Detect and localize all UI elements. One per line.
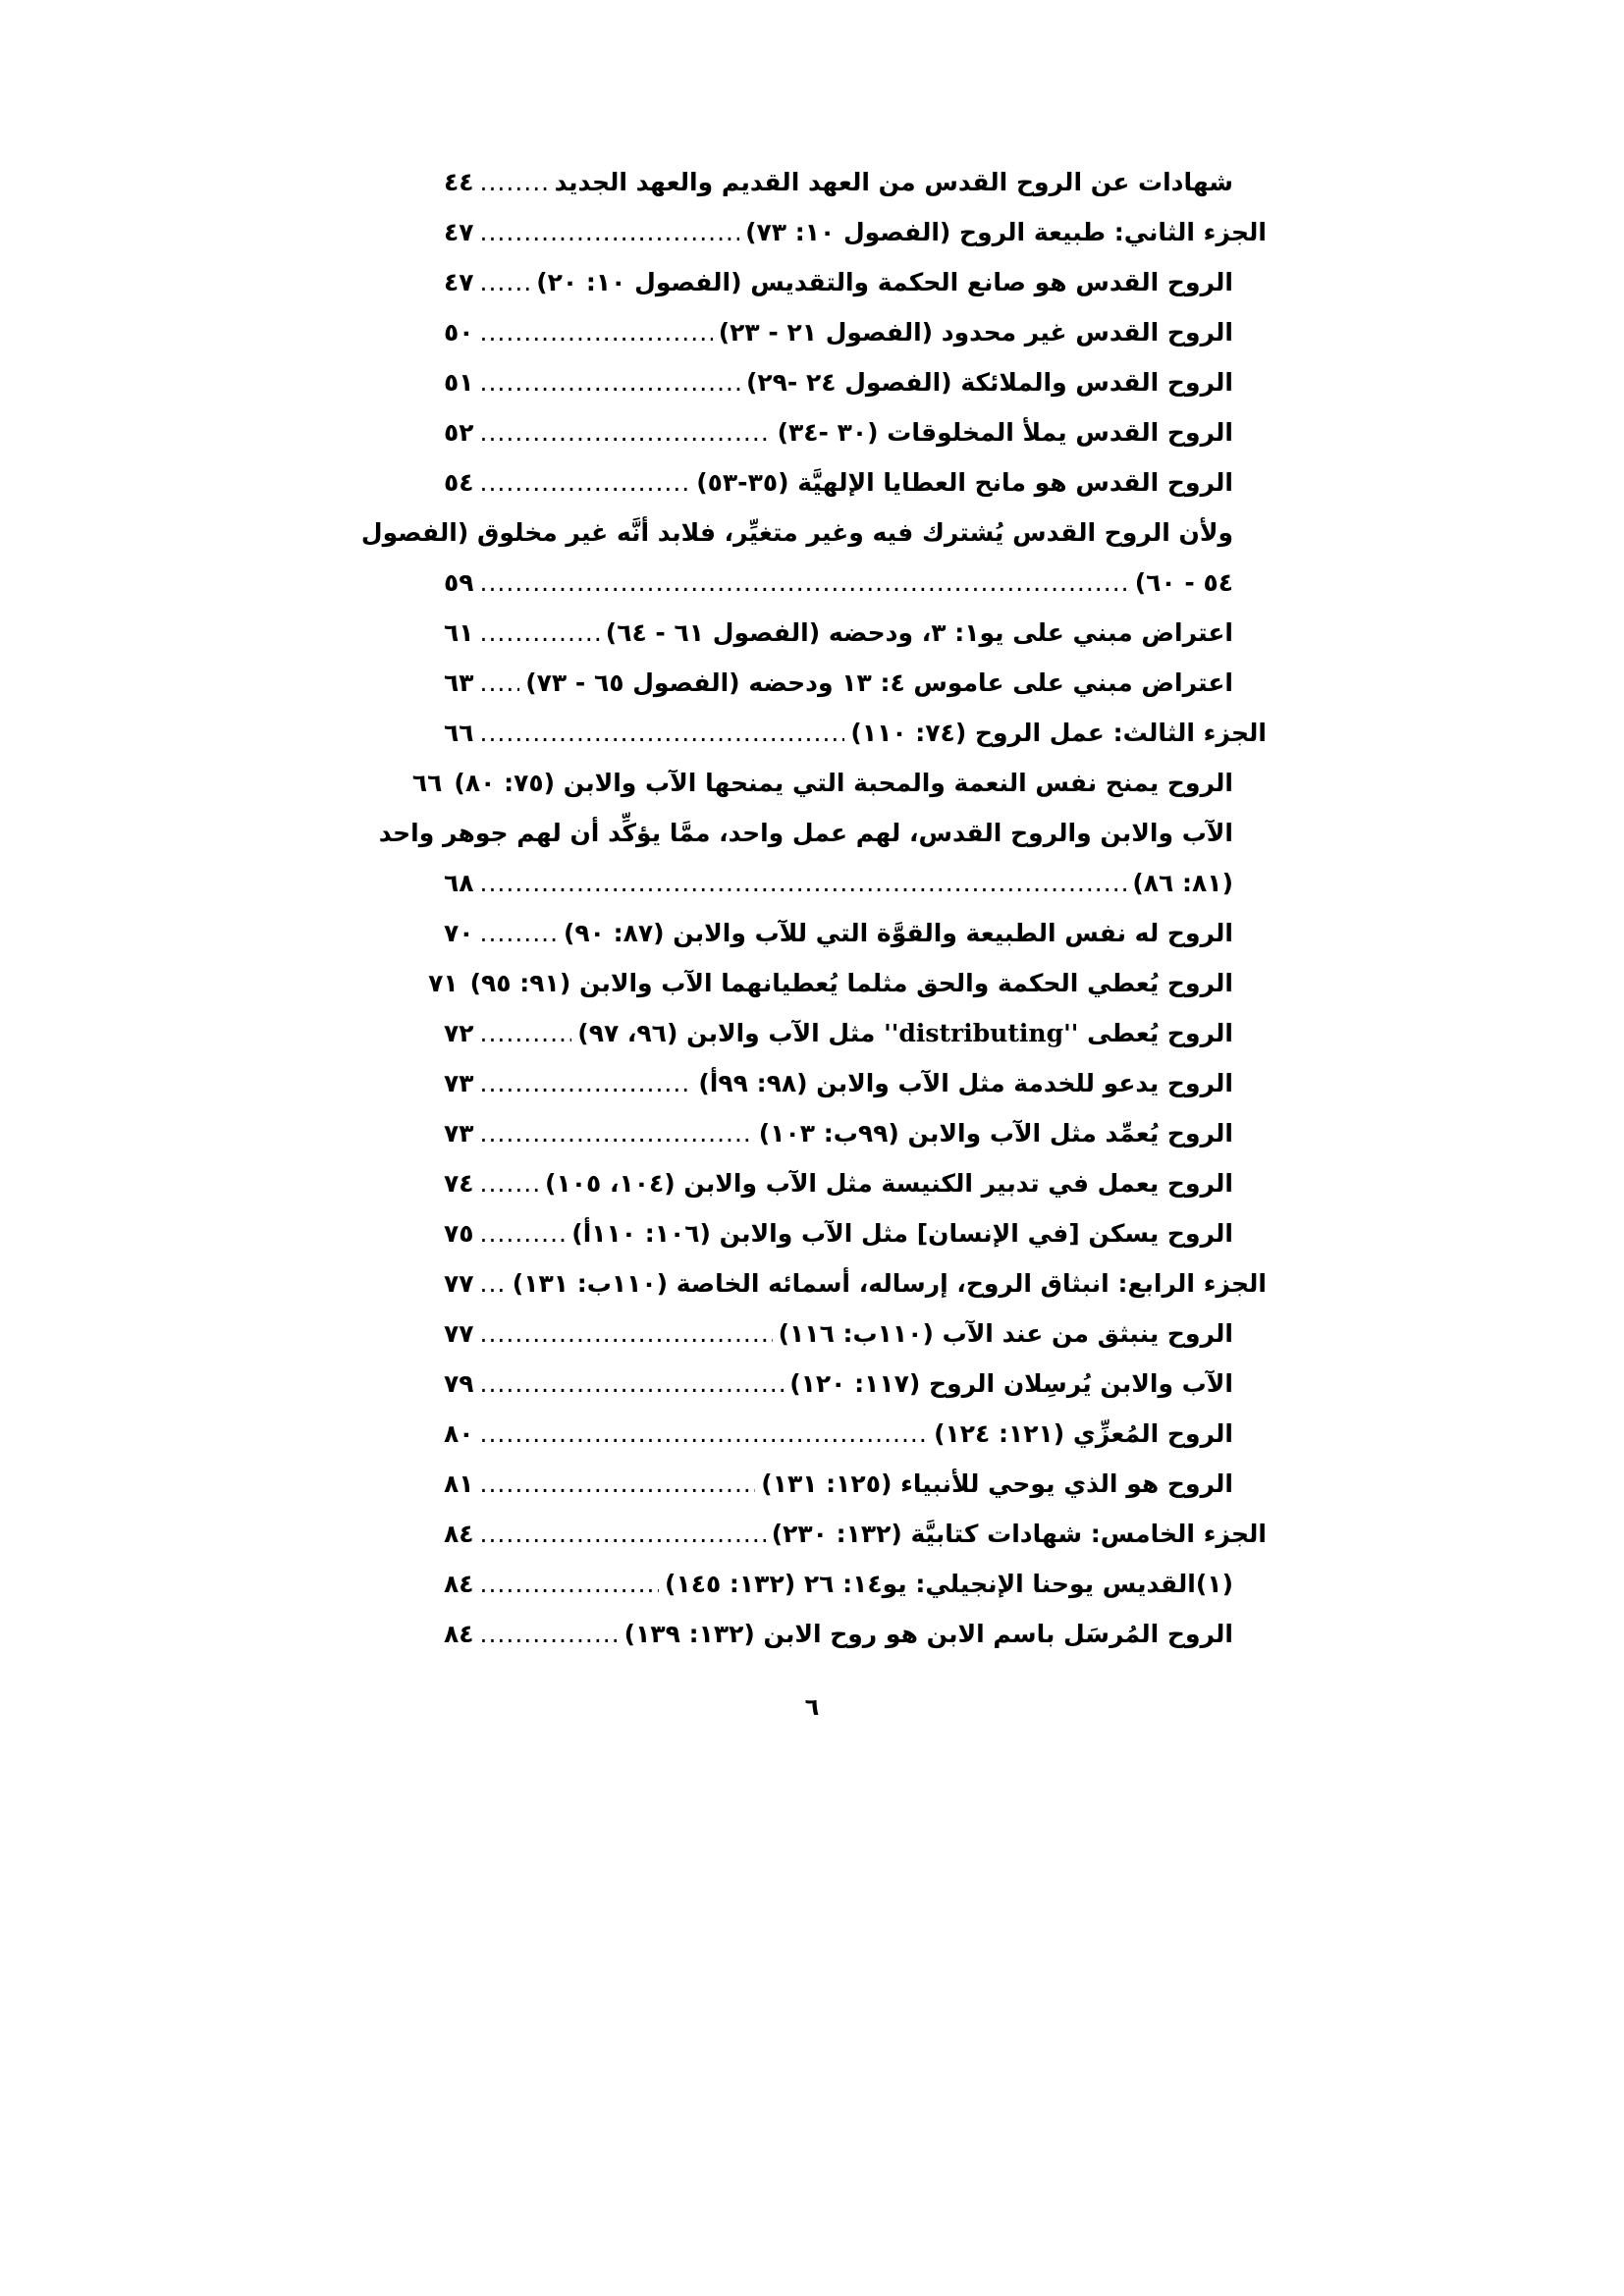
dot-leader [480,407,772,457]
dot-leader [480,457,691,507]
dot-leader [480,1559,659,1609]
toc-page-number: ٨٤ [444,1620,474,1648]
dot-leader [480,207,740,257]
toc-page-number: ٨٤ [444,1570,474,1598]
page-number: ٦ [804,1693,820,1721]
toc-section-entry[interactable] [444,1058,1267,1108]
toc-entry-title: الروح له نفس الطبيعة والقوَّة التي للآب والابن (٨٧: ٩٠) [563,919,1233,947]
toc-section-entry[interactable] [444,357,1267,407]
table-of-contents [360,157,1267,1659]
toc-page-number: ٧٠ [444,919,474,947]
dot-leader [480,1258,507,1308]
toc-section-entry[interactable] [444,1108,1267,1158]
dot-leader [480,1108,753,1158]
toc-section-entry[interactable] [444,1609,1267,1659]
dot-leader [480,908,558,958]
toc-section-entry[interactable] [444,908,1267,958]
dot-leader [480,558,1129,608]
toc-entry-title: الروح المُرسَل باسم الابن هو روح الابن (١٣٢: ١٣٩) [623,1620,1233,1648]
toc-section-entry[interactable] [444,1208,1267,1258]
dot-leader [480,1158,540,1208]
dot-leader [480,1609,619,1659]
toc-section-entry[interactable] [444,1359,1267,1409]
toc-entry-title: اعتراض مبني على عاموس ٤: ١٣ ودحضه (الفصول ٦٥ - ٧٣) [525,668,1233,697]
toc-entry-title: الروح هو الذي يوحي للأنبياء (١٢٥: ١٣١) [761,1469,1233,1498]
toc-page-number: ٦١ [444,618,474,647]
toc-entry-title: الروح المُعزِّي (١٢١: ١٢٤) [934,1419,1233,1448]
toc-section-entry[interactable] [444,457,1267,507]
toc-section-entry[interactable] [444,658,1267,708]
toc-section-entry[interactable] [444,407,1267,457]
toc-entry-title: الجزء الرابع: انبثاق الروح، إرساله، أسمائه الخاصة (١١٠ب: ١٣١) [512,1269,1267,1298]
toc-page-number: ٧٢ [444,1019,474,1047]
toc-page-number: ٥٠ [444,318,474,347]
toc-page-number: ٤٧ [444,218,474,246]
dot-leader [480,708,845,758]
dot-leader [480,1509,766,1559]
toc-entry-title: (٨١: ٨٦) [1132,869,1233,897]
toc-part-entry[interactable] [444,1509,1267,1559]
toc-entry-title: شهادات عن الروح القدس من العهد القديم والعهد الجديد [554,168,1233,196]
dot-leader [480,858,1127,908]
toc-page-number: ٨٠ [444,1419,474,1448]
toc-page-number: ٧٧ [444,1269,474,1298]
toc-page-number: ٥١ [444,368,474,397]
toc-entry-title [571,1008,1233,1058]
toc-page-number: ٥٩ [444,568,474,597]
toc-page-number: ٧١ [428,969,459,997]
toc-entry-title: الروح ينبثق من عند الآب (١١٠ب: ١١٦) [778,1319,1233,1348]
dot-leader [480,307,713,357]
toc-entry-latin-term: distributing [898,1019,1064,1047]
toc-entry-title: الروح يسكن [في الإنسان] مثل الآب والابن (١٠٦: ١١٠أ) [571,1219,1233,1248]
toc-entry-title-part: الروح يُعطى '' [1063,1019,1233,1047]
toc-page-number: ٤٤ [444,168,474,196]
toc-page-number: ٧٤ [444,1169,474,1198]
toc-section-entry[interactable] [444,307,1267,357]
toc-entry-title: الروح يعمل في تدبير الكنيسة مثل الآب والابن (١٠٤، ١٠٥) [545,1169,1233,1198]
toc-entry-title: الجزء الخامس: شهادات كتابيَّة (١٣٢: ٢٣٠) [771,1520,1267,1548]
toc-section-entry[interactable] [444,858,1267,908]
toc-section-entry[interactable] [444,1158,1267,1208]
toc-entry-title: الجزء الثالث: عمل الروح (٧٤: ١١٠) [850,719,1267,747]
toc-page-number: ٦٨ [444,869,474,897]
toc-entry-title: الروح القدس هو صانع الحكمة والتقديس (الفصول ١٠: ٢٠) [536,268,1233,296]
toc-section-entry[interactable] [444,558,1267,608]
toc-part-entry[interactable] [444,708,1267,758]
toc-page-number: ٦٦ [411,769,443,797]
toc-entry-title: اعتراض مبني على يو١: ٣، ودحضه (الفصول ٦١ - ٦٤) [605,618,1233,647]
toc-entry-title-part: '' مثل الآب والابن (٩٦، ٩٧) [577,1019,899,1047]
dot-leader [480,1459,756,1509]
toc-page-number: ٦٣ [444,668,474,697]
dot-leader [480,1359,785,1409]
toc-section-entry[interactable] [444,1008,1267,1058]
toc-page-number: ٥٢ [444,418,474,447]
dot-leader [480,658,520,708]
toc-page-number: ٥٤ [444,468,474,497]
toc-page-number: ٨٤ [444,1520,474,1548]
toc-page-number: ٧٣ [444,1069,474,1097]
toc-entry-title: الروح يُعطي الحكمة والحق مثلما يُعطيانهما الآب والابن (٩١: ٩٥) [469,969,1233,997]
toc-section-entry[interactable] [411,758,1267,808]
toc-entry-title: الجزء الثاني: طبيعة الروح (الفصول ١٠: ٧٣) [745,218,1267,246]
toc-entry-first-line: الآب والابن والروح القدس، لهم عمل واحد، ممَّا يؤكِّد أن لهم جوهر واحد [378,819,1233,847]
toc-entry-title: الروح يدعو للخدمة مثل الآب والابن (٩٨: ٩٩أ) [698,1069,1233,1097]
toc-entry-title: الروح القدس غير محدود (الفصول ٢١ - ٢٣) [718,318,1233,347]
toc-section-entry[interactable] [444,1308,1267,1359]
toc-entry-title: الروح يُعمِّد مثل الآب والابن (٩٩ب: ١٠٣) [758,1119,1233,1148]
toc-entry-title: الآب والابن يُرسِلان الروح (١١٧: ١٢٠) [789,1369,1233,1398]
toc-page-number: ٧٩ [444,1369,474,1398]
toc-section-entry[interactable] [444,157,1267,207]
toc-page-number: ٤٧ [444,268,474,296]
toc-section-entry[interactable] [444,1559,1267,1609]
toc-entry-title: ٥٤ - ٦٠) [1134,568,1233,597]
dot-leader [480,357,740,407]
toc-page-number: ٧٣ [444,1119,474,1148]
toc-entry-title: الروح يمنح نفس النعمة والمحبة التي يمنحها الآب والابن (٧٥: ٨٠) [454,769,1233,797]
dot-leader [480,1409,929,1459]
toc-page-number: ٧٥ [444,1219,474,1248]
toc-page-number: ٧٧ [444,1319,474,1348]
dot-leader [480,257,531,307]
toc-part-entry[interactable] [444,1258,1267,1308]
toc-section-entry[interactable] [444,608,1267,658]
dot-leader [480,1008,572,1058]
dot-leader [480,157,549,207]
toc-section-entry[interactable] [428,958,1267,1008]
toc-page-number: ٨١ [444,1469,474,1498]
toc-entry-title: الروح القدس والملائكة (الفصول ٢٤ -٢٩) [745,368,1233,397]
toc-part-entry[interactable] [444,207,1267,257]
toc-section-entry[interactable] [444,1459,1267,1509]
toc-page-number: ٦٦ [444,719,474,747]
dot-leader [480,1308,773,1359]
toc-entry-title: (١)القديس يوحنا الإنجيلي: يو١٤: ٢٦ (١٣٢: ١٤٥) [665,1570,1233,1598]
toc-entry-first-line: ولأن الروح القدس يُشترك فيه وغير متغيِّر، فلابد أنَّه غير مخلوق (الفصول [360,518,1233,547]
toc-entry-title: الروح القدس يملأ المخلوقات (٣٠ -٣٤) [777,418,1233,447]
dot-leader [480,1058,693,1108]
dot-leader [480,608,600,658]
toc-entry-title: الروح القدس هو مانح العطايا الإلهيَّة (٣٥-٥٣) [696,468,1233,497]
toc-section-entry[interactable] [444,257,1267,307]
toc-section-entry[interactable] [444,1409,1267,1459]
dot-leader [480,1208,567,1258]
